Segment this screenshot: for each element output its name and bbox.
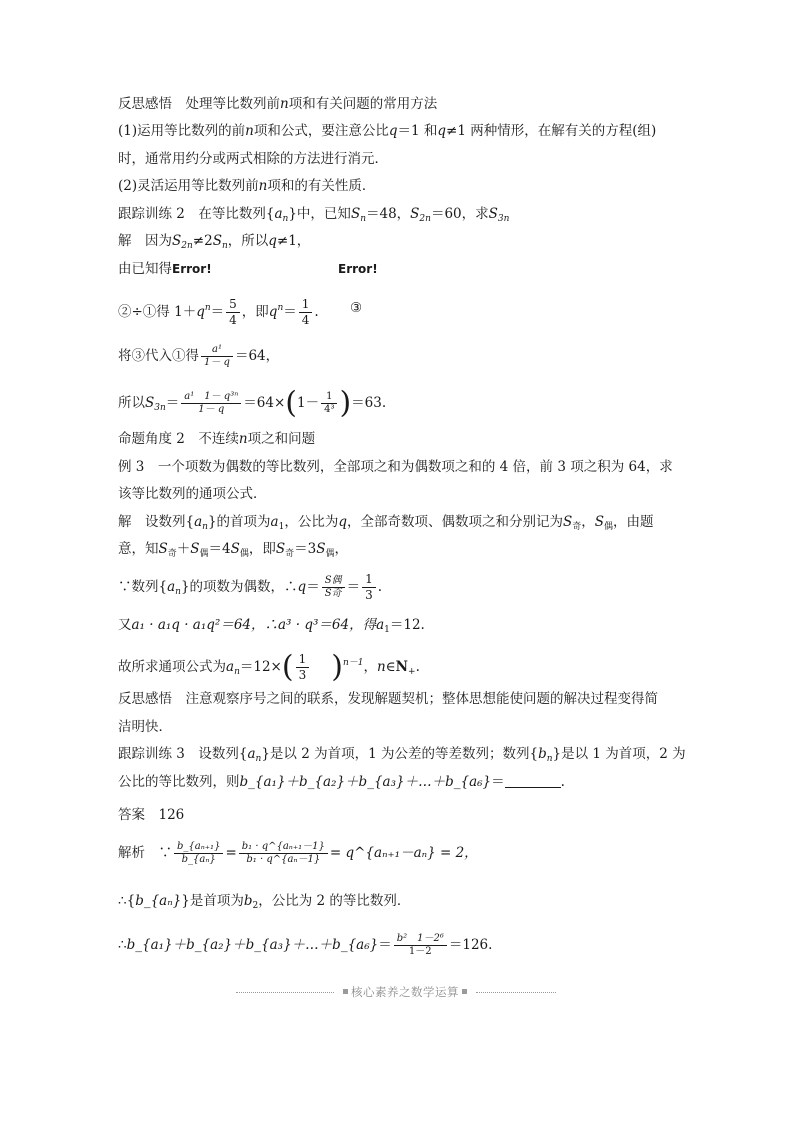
text: 项和有关问题的常用方法 (288, 96, 438, 112)
fraction (239, 841, 328, 866)
text: ，即 (248, 541, 276, 557)
exercise-heading (118, 205, 509, 228)
numerator: 1 (299, 297, 313, 313)
numerator: 1 (321, 391, 337, 404)
var-n: n (238, 431, 248, 447)
text: . (377, 579, 382, 595)
square-bullet-icon (462, 989, 467, 994)
text: (1)运用等比数列的前 (118, 123, 246, 139)
text: 该等比数列的通项公式． (118, 486, 267, 502)
numerator: a¹ 1－ q³ⁿ (181, 391, 241, 404)
analysis-line (118, 928, 492, 962)
numerator: 5 (226, 297, 240, 313)
left-paren: ( (281, 649, 294, 685)
denominator: b₁ · q^{aₙ－1} (246, 854, 321, 865)
var-a: a (194, 514, 203, 530)
text: 反思感悟 注意观察序号之间的联系，发现解题契机；整体思想能使问题的解决过程变得简 (118, 691, 658, 707)
subscript: 偶 (199, 549, 209, 559)
text: }的项数为偶数，∴ (180, 579, 298, 595)
subscript: n (234, 667, 240, 677)
text: 答案 126 (118, 807, 185, 823)
denominator: 1－ q (198, 404, 225, 415)
text: (2)灵活运用等比数列前 (118, 178, 259, 194)
var-S: S (190, 541, 200, 557)
text: . (415, 659, 420, 675)
text: 解 设数列{ (118, 514, 195, 530)
text: ②÷①得 1＋ (118, 304, 197, 320)
equation-line (118, 292, 363, 328)
fraction (174, 841, 223, 866)
text: 反思感悟 处理等比数列前 (118, 96, 280, 112)
dotted-rule (476, 992, 556, 993)
text: ∈ (385, 659, 396, 675)
subscript: 3n (497, 214, 510, 224)
var-q: q (268, 233, 277, 249)
subscript: 偶 (325, 549, 335, 559)
fraction (321, 391, 337, 416)
var-S: S (212, 233, 222, 249)
paragraph-line (118, 150, 388, 168)
text: ＋ (176, 541, 191, 557)
text: ，全部奇数项、偶数项之和分别记为 (347, 514, 563, 530)
answer-line (118, 806, 184, 824)
fraction (181, 391, 241, 416)
subscript: n (221, 241, 228, 251)
paragraph-line (118, 177, 375, 195)
var-q: q (297, 579, 307, 595)
right-paren: ) (339, 385, 352, 421)
subscript: 1 (278, 522, 285, 532)
text: ＝ (346, 579, 361, 595)
denominator: 4 (229, 313, 237, 327)
var-S: S (230, 541, 240, 557)
var-a: a (226, 659, 235, 675)
fraction (201, 344, 233, 369)
footer-label (340, 984, 470, 1000)
text: 解析 ∵ (118, 845, 172, 861)
subscript: 2n (419, 214, 431, 224)
text: 1－ (296, 395, 320, 411)
text: 命题角度 2 不连续 (118, 431, 239, 447)
naturals-symbol: N (395, 659, 409, 675)
text: 跟踪训练 2 在等比数列{ (118, 206, 275, 222)
text: 故所求通项公式为 (118, 659, 226, 675)
var-a: a (247, 746, 256, 762)
text: ＝64× (243, 395, 286, 411)
expression: a₁ · a₁q · a₁q²＝64，∴a³ · q³＝64，得 (131, 617, 377, 633)
var-S: S (172, 233, 182, 249)
text: ＝ (210, 304, 225, 320)
footer-banner (236, 984, 556, 1000)
text: ∴{ (118, 893, 136, 909)
subscript: 奇 (285, 549, 295, 559)
denominator: S奇 (324, 588, 342, 599)
analysis-line (118, 834, 478, 872)
text: }是以 2 为首项，1 为公差的等差数列；数列{ (261, 746, 539, 762)
numerator: b² 1－2⁶ (394, 933, 447, 946)
text: 将③代入①得 (118, 348, 199, 364)
text: }中，已知 (288, 206, 351, 222)
fraction (299, 297, 313, 328)
var-a: a (167, 579, 176, 595)
subscript: n (546, 754, 553, 764)
text: 跟踪训练 3 设数列{ (118, 746, 248, 762)
fraction (226, 297, 240, 328)
section-heading-proposition (118, 430, 315, 448)
text: }是首项为 (181, 893, 244, 909)
section-heading-reflection (118, 95, 437, 113)
solution-line (118, 513, 654, 536)
footer-text: 核心素养之数学运算 (351, 985, 459, 999)
subscript: 奇 (572, 522, 582, 532)
fraction (296, 652, 310, 683)
subscript: 2 (252, 901, 259, 911)
var-S: S (350, 206, 361, 222)
left-paren: ( (285, 385, 297, 421)
var-a: a (376, 617, 385, 633)
analysis-line (118, 892, 410, 915)
denominator: 3 (298, 668, 307, 682)
numerator: S偶 (322, 575, 345, 588)
subscript: n (282, 214, 289, 224)
subscript: 偶 (239, 549, 249, 559)
text: ， (363, 659, 377, 675)
reflection-line (118, 718, 172, 736)
text: ＝60，求 (430, 206, 489, 222)
text: 项之和问题 (247, 431, 316, 447)
equation-line (118, 570, 382, 609)
equation-line (118, 646, 420, 689)
dotted-rule (236, 992, 334, 993)
var-b: b (538, 746, 547, 762)
text: ＝126. (448, 937, 493, 953)
text: ≠1 两种情形，在解有关的方程(组) (446, 123, 657, 139)
var-q: q (388, 123, 398, 139)
text: ＝ (283, 304, 297, 320)
numerator: 1 (296, 652, 310, 668)
subscript: 2n (181, 241, 193, 251)
error-placeholder: Error! (338, 262, 378, 276)
solution-line (118, 616, 425, 639)
text: 所以 (118, 395, 145, 411)
text: ∴ (118, 937, 127, 953)
text: 由已知得 (118, 261, 172, 277)
superscript: n (277, 303, 284, 313)
subscript: 3n (154, 403, 166, 413)
text: ＝3 (294, 541, 317, 557)
var-n: n (280, 96, 289, 112)
subscript: n (175, 587, 181, 597)
solution-line (118, 232, 310, 255)
text: ＝4 (208, 541, 231, 557)
text: ≠2 (192, 233, 213, 249)
text: 意，知 (118, 541, 159, 557)
equation-line (118, 340, 279, 372)
text: ，即 (241, 304, 269, 320)
subscript: 奇 (167, 549, 177, 559)
text: ，所以 (227, 233, 269, 249)
text: ，公比为 (284, 514, 339, 530)
text: ＝64， (234, 348, 280, 364)
var-S: S (145, 395, 155, 411)
subscript: 偶 (604, 522, 614, 532)
text: ，由题 (613, 514, 654, 530)
solution-line (118, 540, 348, 563)
var-q: q (196, 304, 205, 320)
sum-expression: b_{a₁}＋b_{a₂}＋b_{a₃}＋…＋b_{a₆} (126, 937, 379, 953)
error-placeholder: Error! (172, 262, 212, 276)
numerator: a¹ (201, 344, 233, 357)
superscript: n－1 (342, 658, 364, 668)
denominator: 1－2 (408, 946, 432, 957)
var-n: n (245, 123, 254, 139)
superscript: n (204, 303, 211, 313)
denominator: b_{aₙ} (181, 854, 216, 865)
answer-blank[interactable] (505, 775, 561, 788)
var-S: S (594, 514, 605, 530)
fraction (362, 572, 376, 603)
text: 又 (118, 617, 132, 633)
var-b: b_{aₙ} (135, 893, 182, 909)
var-S: S (563, 514, 573, 530)
subscript: n (255, 754, 262, 764)
denominator: 3 (365, 588, 373, 602)
numerator: 1 (362, 572, 376, 588)
subscript: 1 (384, 625, 390, 635)
square-bullet-icon (343, 989, 348, 994)
var-S: S (275, 541, 286, 557)
fraction (394, 933, 447, 958)
subscript: + (408, 667, 416, 677)
right-paren: ) (331, 649, 343, 685)
var-n: n (376, 659, 386, 675)
var-S: S (410, 206, 420, 222)
var-S: S (316, 541, 326, 557)
text: 例 3 一个项数为偶数的等比数列，全部项之和为偶数项之和的 4 倍，前 3 项之积为 64，求 (118, 459, 673, 475)
var-a: a (274, 206, 283, 222)
equation-line (118, 386, 386, 425)
denominator: 4 (301, 313, 310, 327)
text: = (225, 845, 237, 861)
text: 时，通常用约分或两式相除的方法进行消元． (118, 151, 388, 167)
exercise-line (118, 773, 565, 791)
var-b: b (243, 893, 253, 909)
text: ∵数列{ (118, 579, 168, 595)
text: ＝ (165, 395, 180, 411)
text: . (560, 774, 565, 790)
text: ， (581, 514, 595, 530)
subscript: n (360, 214, 366, 224)
var-S: S (488, 206, 498, 222)
text: ＝12. (389, 617, 425, 633)
text: ≠1， (276, 233, 311, 249)
var-q: q (268, 304, 278, 320)
text: ＝ (306, 579, 320, 595)
text: . (314, 304, 319, 320)
sum-expression: b_{a₁}＋b_{a₂}＋b_{a₃}＋…＋b_{a₆} (239, 774, 492, 790)
reflection-line (118, 690, 658, 708)
text: }的首项为 (207, 514, 271, 530)
text: ＝ (378, 937, 392, 953)
denominator: 4³ (324, 404, 335, 415)
text: 洁明快． (118, 719, 172, 735)
equation-tag: ③ (350, 300, 363, 316)
denominator: 1－ q (204, 357, 230, 368)
subscript: n (202, 522, 208, 532)
var-a: a (270, 514, 279, 530)
solution-line (118, 260, 378, 278)
text: 公比的等比数列，则 (118, 774, 240, 790)
text: 项和的有关性质． (267, 178, 376, 194)
text: }是以 1 为首项，2 为 (552, 746, 686, 762)
text: 解 因为 (118, 233, 172, 249)
numerator: b_{aₙ₊₁} (174, 841, 223, 854)
var-S: S (158, 541, 168, 557)
numerator: b₁ · q^{aₙ₊₁－1} (239, 841, 328, 854)
text: ＝63. (351, 395, 387, 411)
example-line (118, 458, 673, 476)
var-q: q (437, 123, 447, 139)
text: ＝48， (365, 206, 411, 222)
text: ＝12× (239, 659, 282, 675)
text: 项和公式，要注意公比 (253, 123, 389, 139)
example-line (118, 485, 267, 503)
text: ，公比为 2 的等比数列． (258, 893, 411, 909)
expression: = q^{aₙ₊₁－aₙ} = 2， (329, 845, 478, 861)
exercise-heading (118, 745, 686, 768)
text: ＝ (491, 774, 505, 790)
text: ， (334, 541, 349, 557)
paragraph-line (118, 122, 656, 140)
text: ＝1 和 (397, 123, 438, 139)
var-n: n (258, 178, 268, 194)
fraction (322, 575, 345, 600)
var-q: q (338, 514, 347, 530)
